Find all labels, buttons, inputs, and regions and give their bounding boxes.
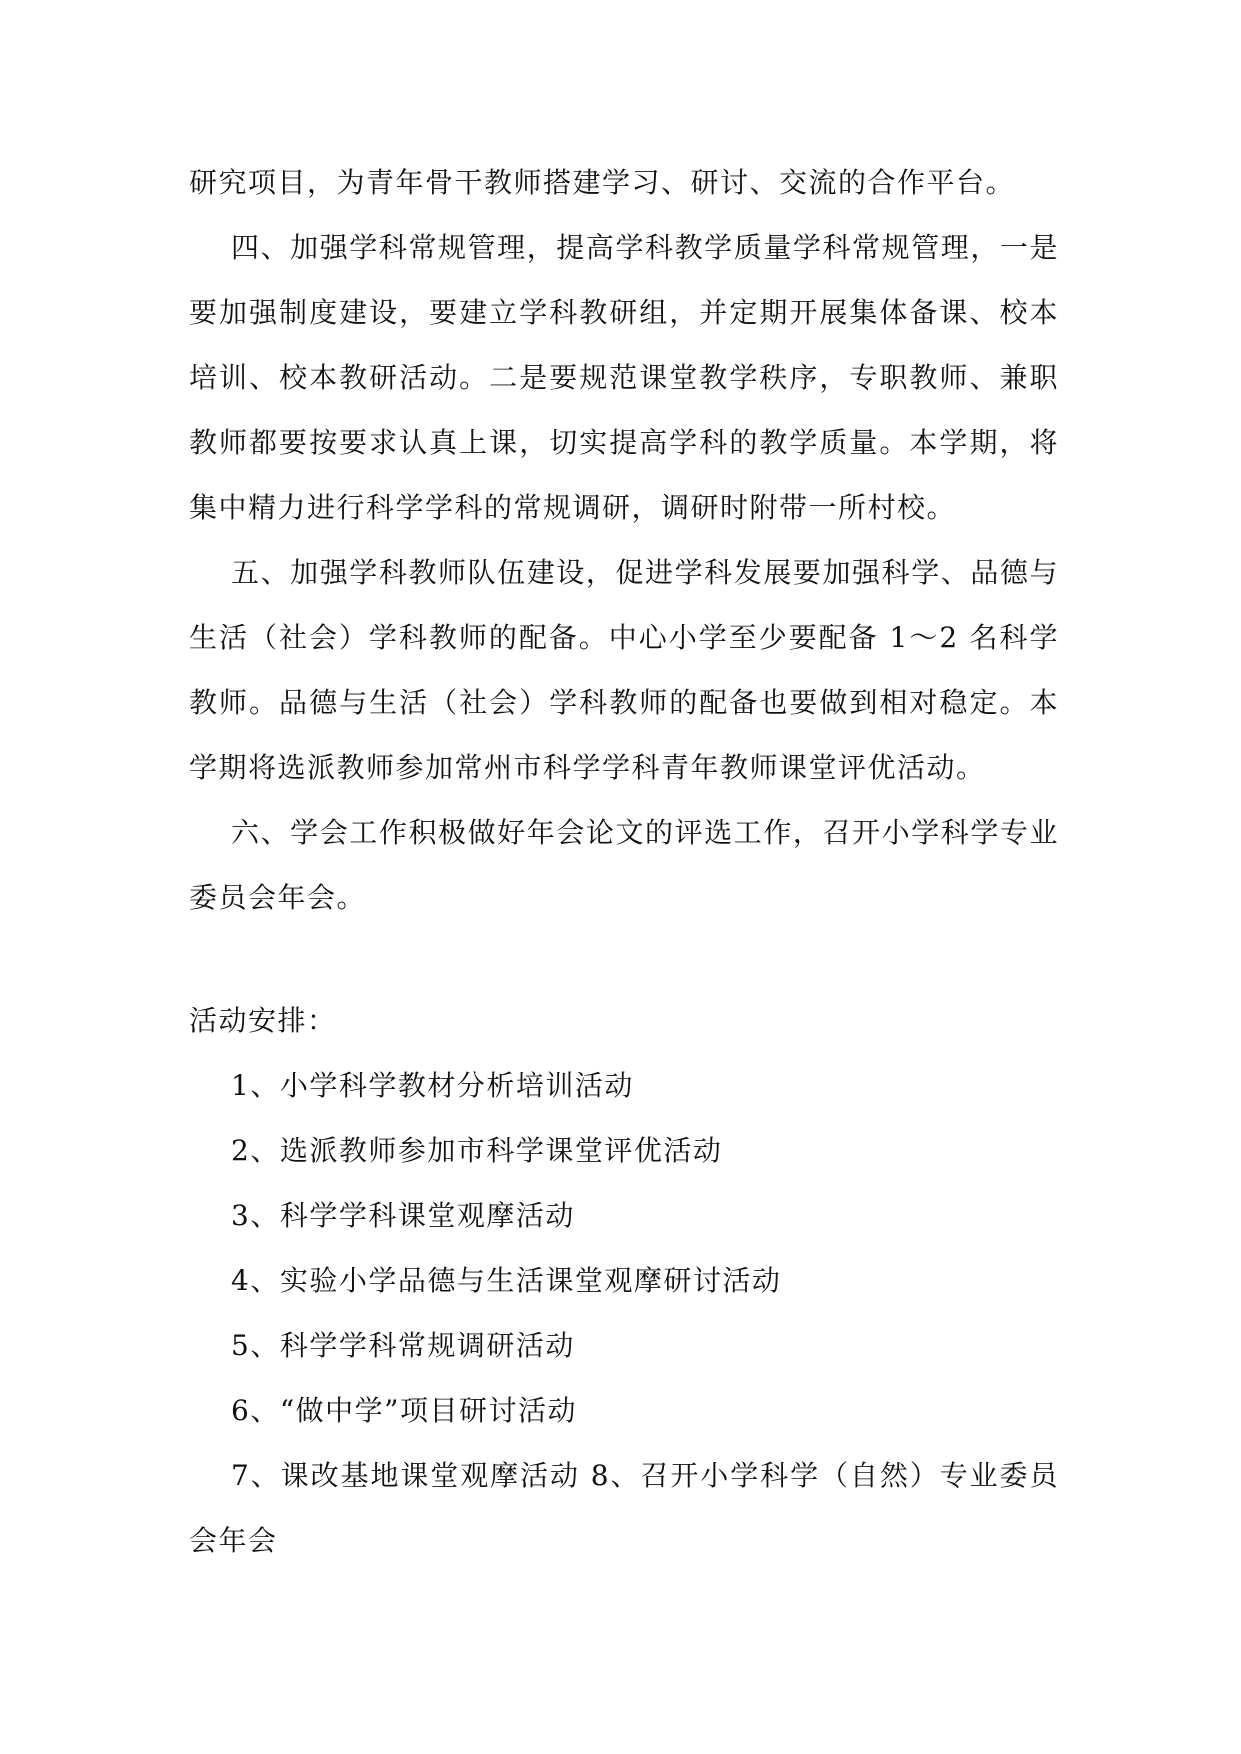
list-item: 5、科学学科常规调研活动	[231, 1329, 575, 1362]
list-item: 7、课改基地课堂观摩活动 8、召开小学科学（自然）专业委员会年会	[189, 1459, 1059, 1557]
section-spacer	[189, 930, 1059, 988]
list-item: 3、科学学科课堂观摩活动	[231, 1199, 575, 1232]
activities-heading: 活动安排：	[189, 1004, 337, 1037]
list-item: 1、小学科学教材分析培训活动	[231, 1069, 634, 1102]
paragraph-section-five: 五、加强学科教师队伍建设，促进学科发展要加强科学、品德与生活（社会）学科教师的配备。中心小学至少要配备 1～2 名科学教师。品德与生活（社会）学科教师的配备也要做到相对稳定。本学期将选派教师参加常州市科学学科青年教师课堂评优活动。	[189, 556, 1059, 784]
list-item: 4、实验小学品德与生活课堂观摩研讨活动	[231, 1264, 782, 1297]
paragraph-research-platform: 研究项目，为青年骨干教师搭建学习、研讨、交流的合作平台。	[189, 166, 1016, 199]
document-body	[189, 150, 1059, 1573]
list-item: 6、“做中学”项目研讨活动	[231, 1394, 577, 1427]
activities-list	[189, 1053, 1059, 1573]
paragraph-section-four: 四、加强学科常规管理，提高学科教学质量学科常规管理，一是要加强制度建设，要建立学科教研组，并定期开展集体备课、校本培训、校本教研活动。二是要规范课堂教学秩序，专职教师、兼职教师都要按要求认真上课，切实提高学科的教学质量。本学期，将集中精力进行科学学科的常规调研，调研时附带一所村校。	[189, 231, 1059, 524]
list-item: 2、选派教师参加市科学课堂评优活动	[231, 1134, 723, 1167]
paragraph-section-six: 六、学会工作积极做好年会论文的评选工作，召开小学科学专业委员会年会。	[189, 816, 1059, 914]
